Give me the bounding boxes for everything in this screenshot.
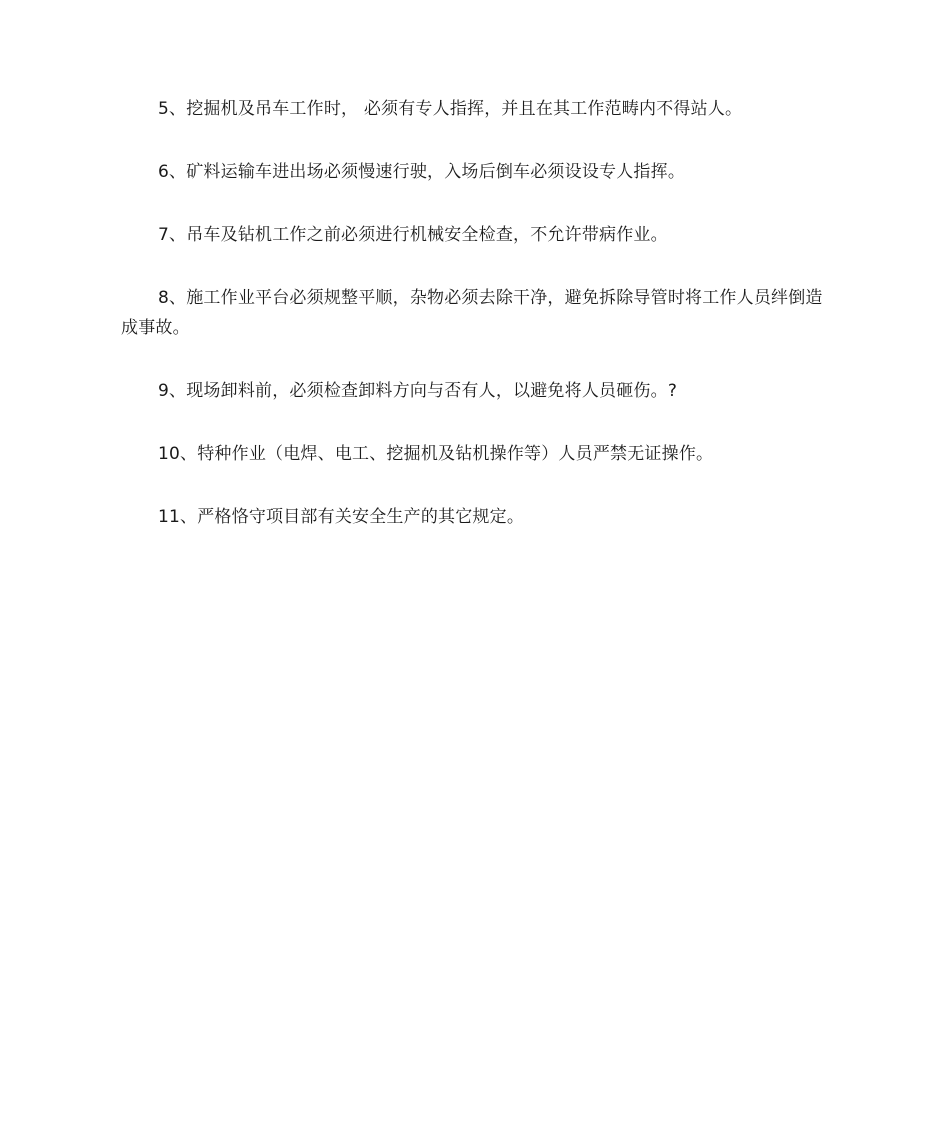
rule-item-7: 7、吊车及钻机工作之前必须进行机械安全检查，不允许带病作业。 — [158, 225, 668, 245]
rule-item-6: 6、矿料运输车进出场必须慢速行驶，入场后倒车必须设设专人指挥。 — [158, 162, 686, 182]
rule-item-11: 11、严格恪守项目部有关安全生产的其它规定。 — [158, 507, 525, 527]
document-body — [121, 94, 833, 565]
rule-item-5: 5、挖掘机及吊车工作时， 必须有专人指挥，并且在其工作范畴内不得站人。 — [158, 99, 743, 119]
rule-item-9: 9、现场卸料前，必须检查卸料方向与否有人，以避免将人员砸伤。? — [158, 381, 678, 401]
rule-item-10: 10、特种作业（电焊、电工、挖掘机及钻机操作等）人员严禁无证操作。 — [158, 444, 714, 464]
rule-item-8: 8、施工作业平台必须规整平顺，杂物必须去除干净，避免拆除导管时将工作人员绊倒造成事故。 — [121, 288, 823, 338]
